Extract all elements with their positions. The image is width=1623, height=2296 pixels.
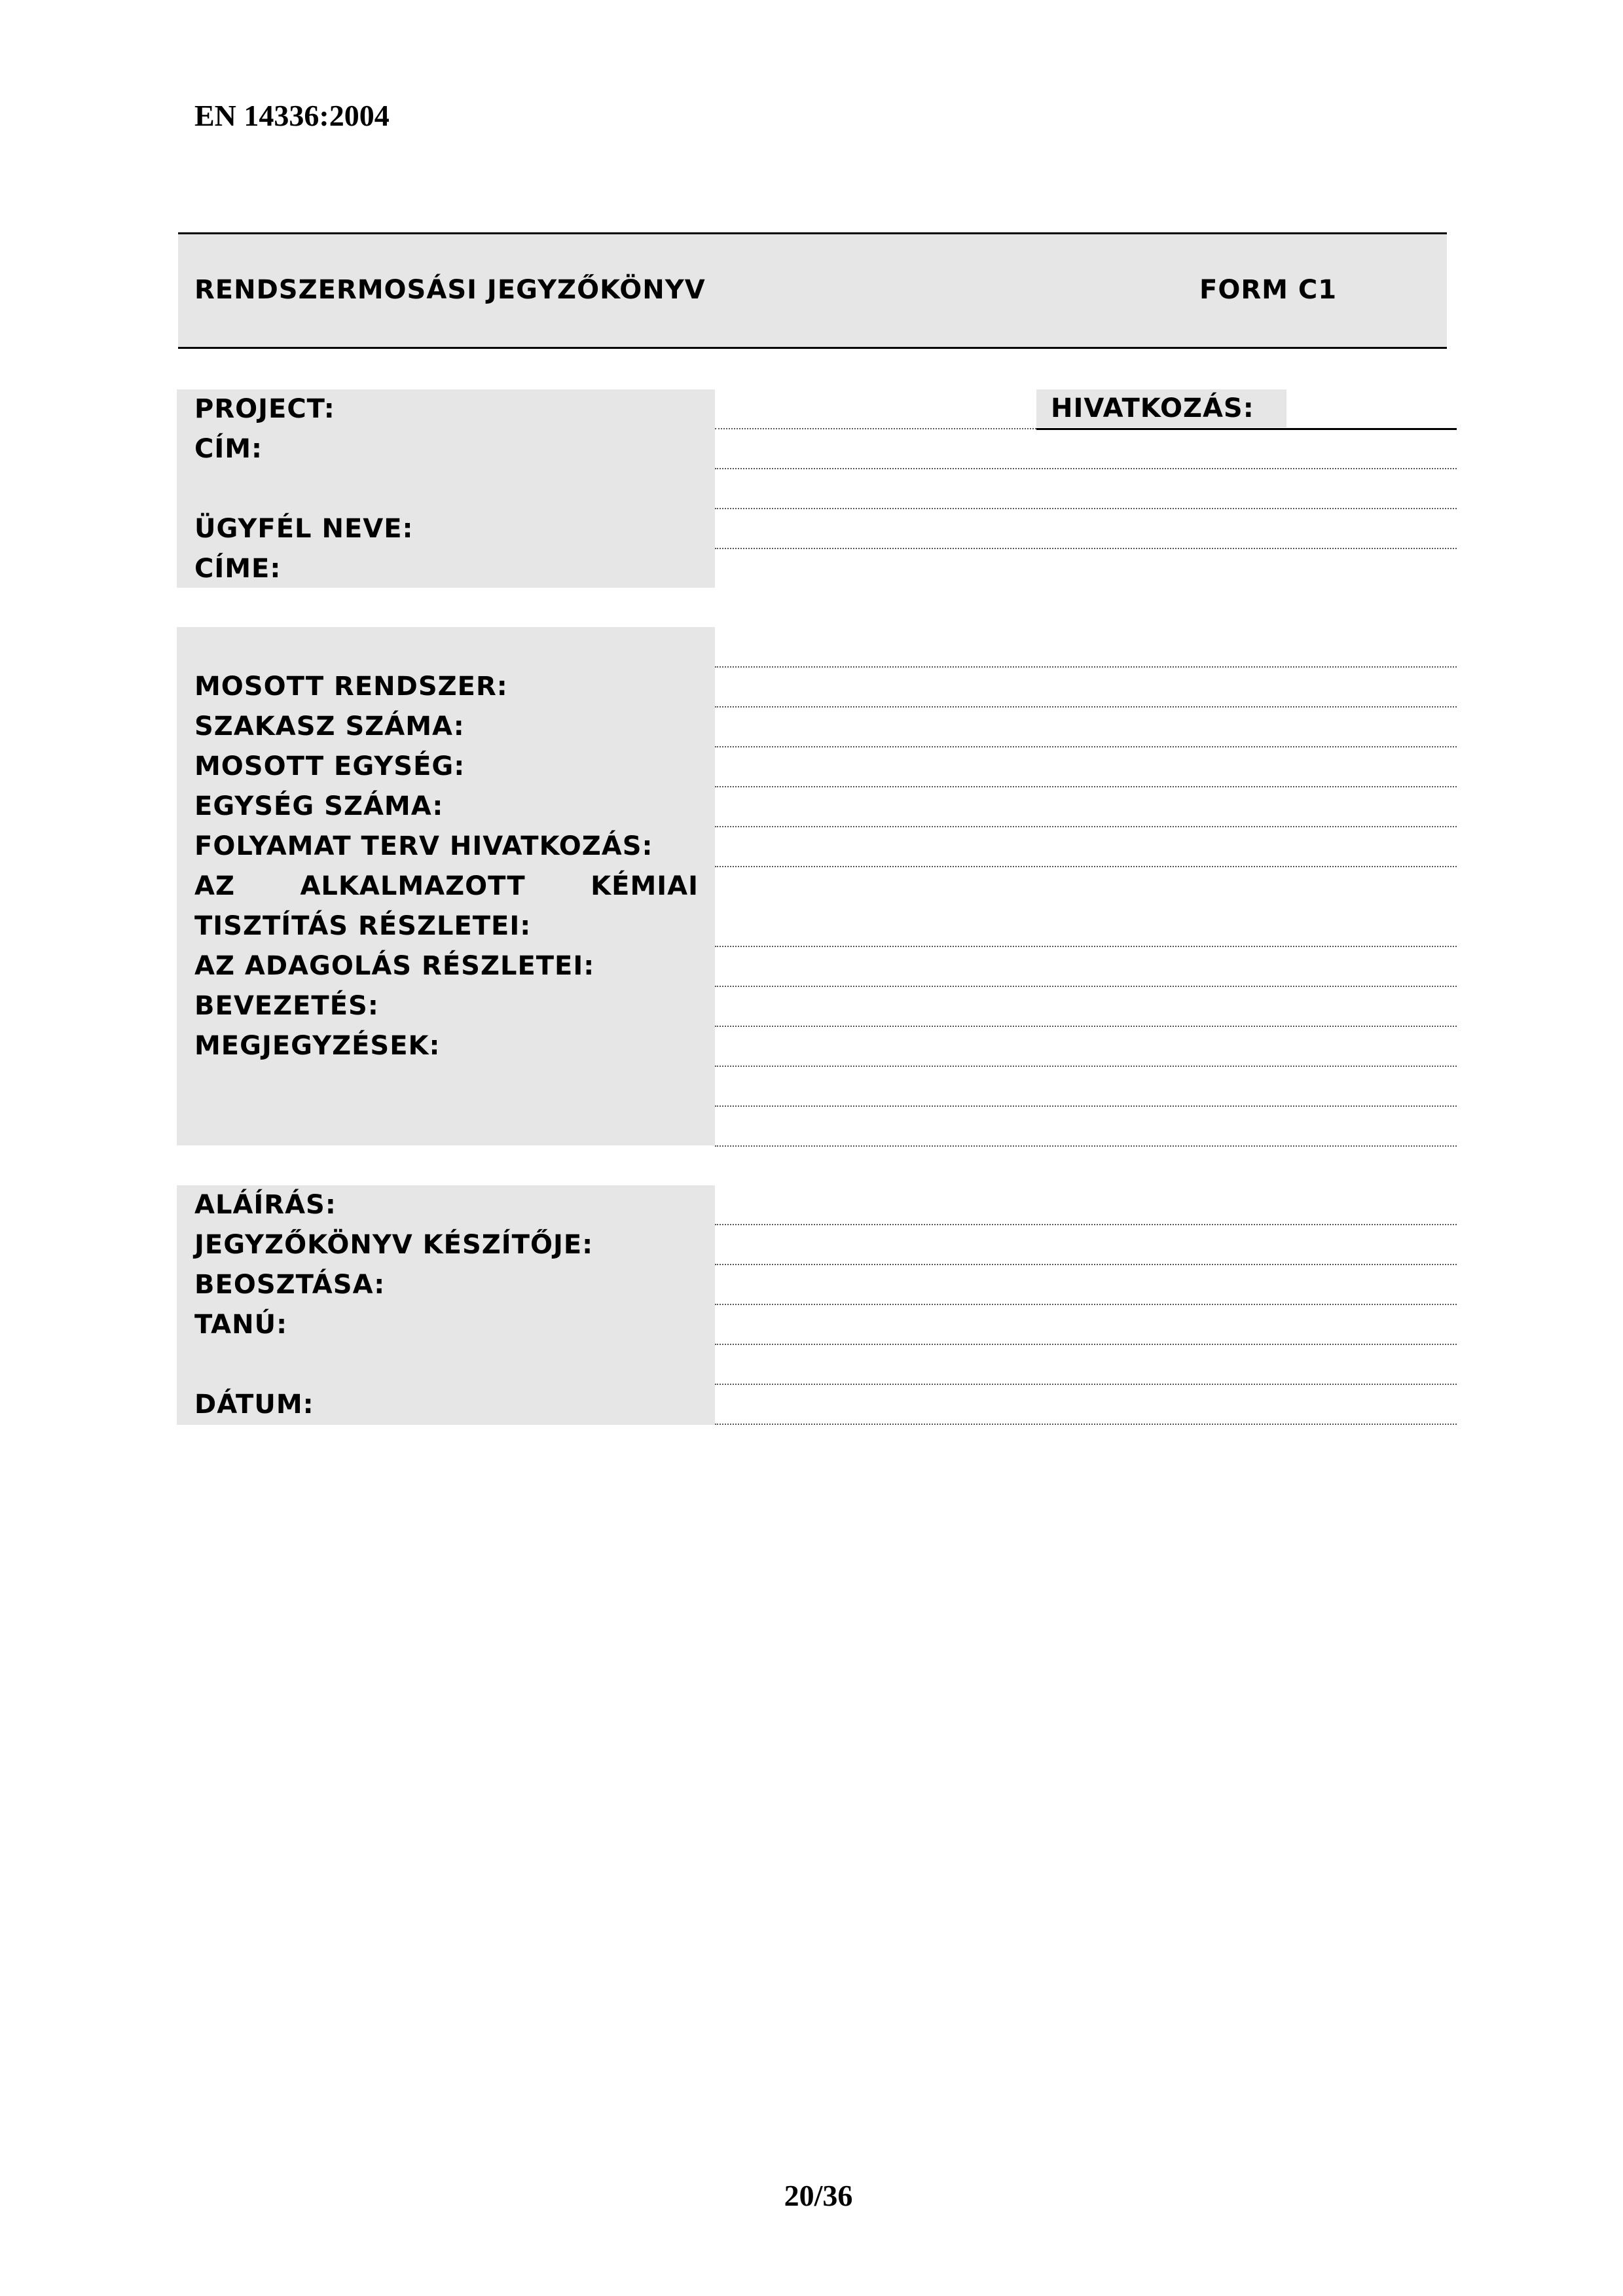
- dosing-field-line[interactable]: [715, 986, 1457, 987]
- remarks-label: MEGJEGYZÉSEK:: [194, 1031, 441, 1061]
- introduction-field-line[interactable]: [715, 1026, 1457, 1027]
- address-field-line[interactable]: [715, 468, 1457, 469]
- chemical-word-3: KÉMIAI: [591, 871, 699, 901]
- chemical-cleaning-label-line2: TISZTÍTÁS RÉSZLETEI:: [194, 911, 532, 941]
- address-label: CÍM:: [194, 434, 263, 464]
- remarks-field-line-2[interactable]: [715, 1105, 1457, 1107]
- chemical-cleaning-field-line[interactable]: [715, 946, 1457, 947]
- dosing-details-label: AZ ADAGOLÁS RÉSZLETEI:: [194, 951, 595, 981]
- witness-field-line[interactable]: [715, 1344, 1457, 1345]
- chemical-word-2: ALKALMAZOTT: [300, 871, 526, 901]
- chemical-cleaning-label-line1: [194, 867, 699, 906]
- form-code: FORM C1: [1199, 275, 1338, 305]
- client-address-label: CÍME:: [194, 554, 282, 584]
- client-name-field-line[interactable]: [715, 548, 1457, 549]
- reference-label-box: [1036, 389, 1286, 427]
- standard-number: EN 14336:2004: [194, 99, 390, 132]
- project-field-line[interactable]: [715, 428, 1036, 429]
- section-number-label: SZAKASZ SZÁMA:: [194, 711, 465, 742]
- section-number-field-line[interactable]: [715, 746, 1457, 747]
- remarks-field-line-3[interactable]: [715, 1145, 1457, 1147]
- date-label: DÁTUM:: [194, 1390, 314, 1420]
- form-title-bar: [178, 232, 1447, 349]
- washed-unit-label: MOSOTT EGYSÉG:: [194, 751, 465, 781]
- unit-number-label: EGYSÉG SZÁMA:: [194, 791, 444, 821]
- washed-unit-field-line[interactable]: [715, 786, 1457, 787]
- position-label: BEOSZTÁSA:: [194, 1270, 386, 1300]
- project-label: PROJECT:: [194, 394, 335, 424]
- reference-underline: [1036, 428, 1457, 430]
- unit-number-field-line[interactable]: [715, 826, 1457, 827]
- client-name-label: ÜGYFÉL NEVE:: [194, 514, 414, 544]
- form-title: RENDSZERMOSÁSI JEGYZŐKÖNYV: [194, 275, 706, 305]
- page-number: 20/36: [784, 2179, 853, 2212]
- witness-label: TANÚ:: [194, 1310, 288, 1340]
- signature-field-line[interactable]: [715, 1224, 1457, 1225]
- process-plan-reference-label: FOLYAMAT TERV HIVATKOZÁS:: [194, 831, 653, 861]
- reference-label: HIVATKOZÁS:: [1051, 393, 1254, 423]
- address-field-line-2[interactable]: [715, 508, 1457, 509]
- chemical-word-1: AZ: [194, 871, 235, 901]
- washed-system-field-line[interactable]: [715, 706, 1457, 708]
- position-field-line[interactable]: [715, 1304, 1457, 1305]
- witness-field-line-2[interactable]: [715, 1384, 1457, 1385]
- washed-system-label: MOSOTT RENDSZER:: [194, 672, 508, 702]
- prepared-by-field-line[interactable]: [715, 1264, 1457, 1265]
- introduction-label: BEVEZETÉS:: [194, 991, 379, 1021]
- remarks-field-line-1[interactable]: [715, 1066, 1457, 1067]
- date-field-line[interactable]: [715, 1424, 1457, 1425]
- system-field-line-1[interactable]: [715, 666, 1457, 668]
- signature-label: ALÁÍRÁS:: [194, 1190, 337, 1220]
- process-plan-field-line[interactable]: [715, 866, 1457, 867]
- prepared-by-label: JEGYZŐKÖNYV KÉSZÍTŐJE:: [194, 1230, 594, 1260]
